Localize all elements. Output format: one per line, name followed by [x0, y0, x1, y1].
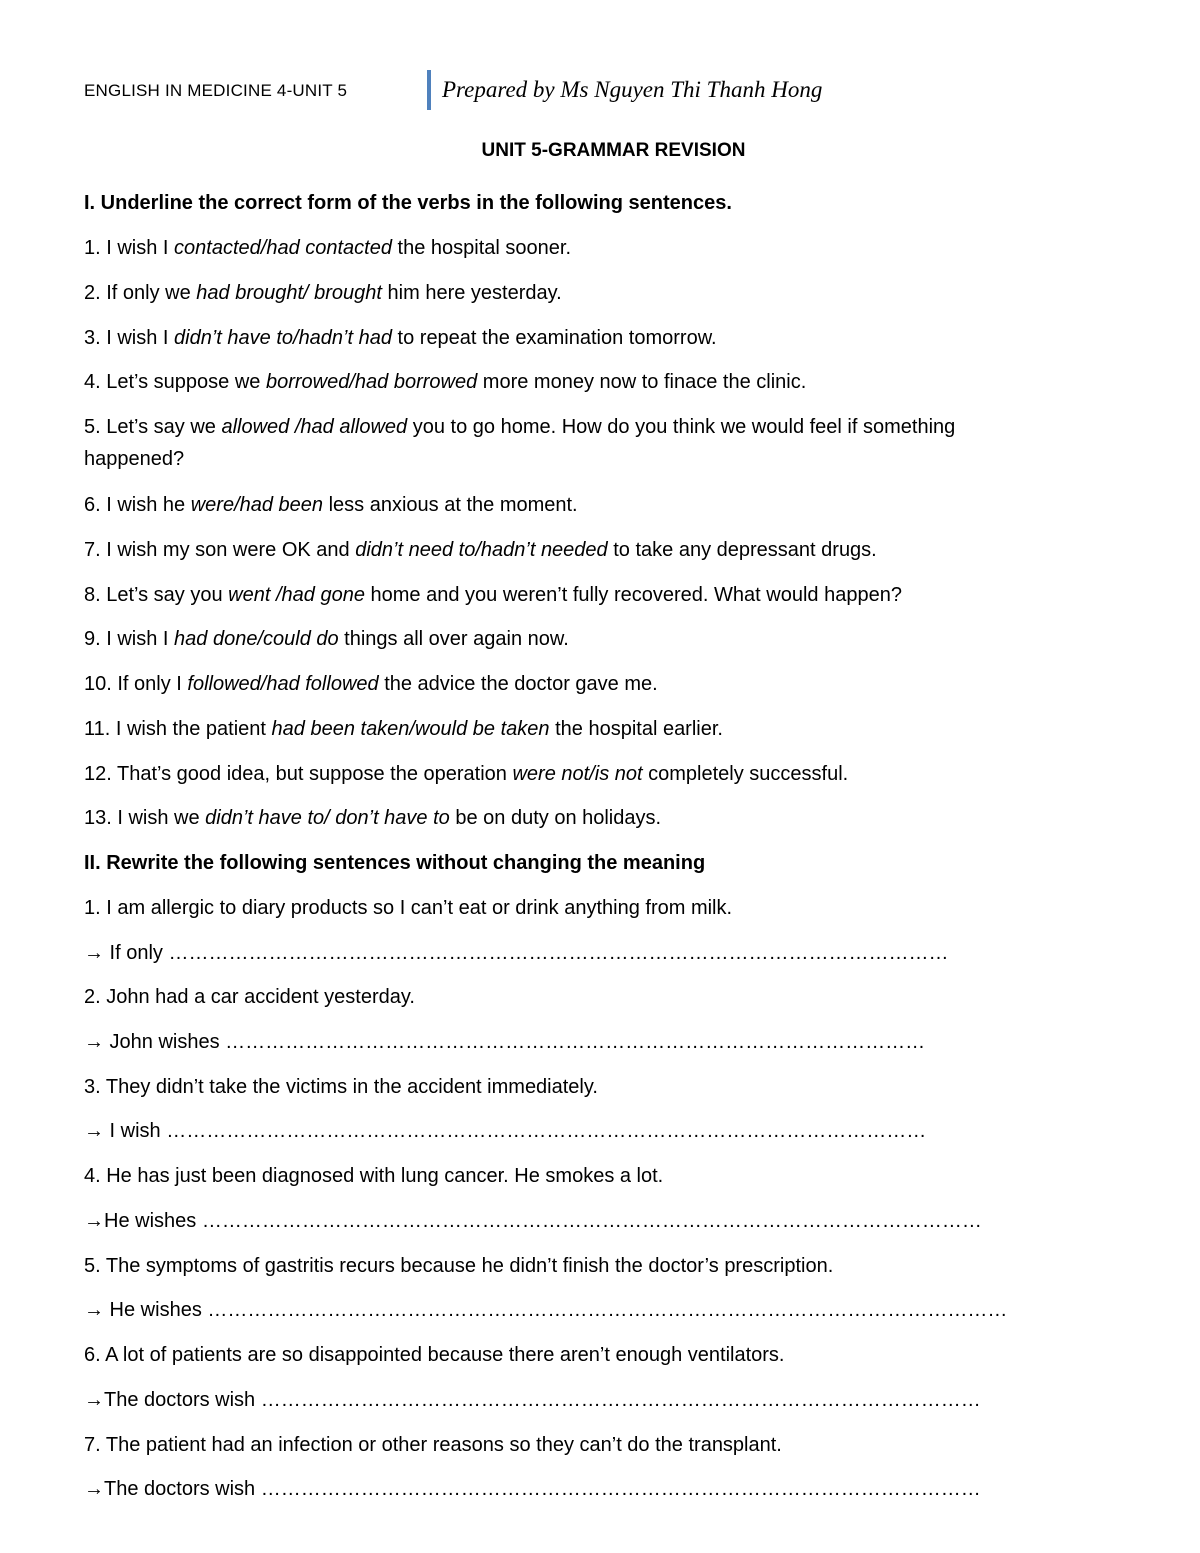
exercise-1-item	[84, 539, 877, 562]
exercise-1-item	[84, 718, 723, 741]
rewrite-sentence: 5. The symptoms of gastritis recurs because he didn’t finish the doctor’s prescription.	[84, 1255, 834, 1277]
item-verb-options: had brought/ brought	[196, 282, 382, 304]
exercise-1-item	[84, 237, 571, 260]
item-verb-options: allowed /had allowed	[221, 416, 408, 438]
rewrite-answer-line[interactable]: → He wishes …………………………………………………………………………………………………………	[84, 1299, 1008, 1321]
exercise-1-item	[84, 282, 562, 305]
item-verb-options: followed/had followed	[187, 673, 379, 695]
rewrite-sentence: 4. He has just been diagnosed with lung cancer. He smokes a lot.	[84, 1165, 664, 1187]
item-text-before: 10. If only I	[84, 673, 188, 695]
page-title: UNIT 5-GRAMMAR REVISION	[481, 140, 746, 161]
item-text-before: 3. I wish I	[84, 327, 175, 349]
rewrite-sentence: 1. I am allergic to diary products so I can’t eat or drink anything from milk.	[84, 897, 733, 919]
item-verb-options: were/had been	[190, 494, 324, 516]
exercise-1-item	[84, 628, 569, 651]
item-text-before: 13. I wish we	[84, 807, 206, 829]
item-text-after: be on duty on holidays.	[449, 807, 662, 829]
rewrite-sentence: 6. A lot of patients are so disappointed because there aren’t enough ventilators.	[84, 1344, 785, 1366]
item-text-after: more money now to finace the clinic.	[477, 371, 807, 393]
rewrite-answer-line[interactable]: →The doctors wish ………………………………………………………………………………………………	[84, 1478, 981, 1500]
item-verb-options: didn’t have to/hadn’t had	[174, 327, 392, 349]
item-verb-options: didn’t need to/hadn’t needed	[355, 539, 608, 561]
exercise-1-item	[84, 584, 902, 607]
item-text-after: completely successful.	[642, 763, 849, 785]
item-text-after: the hospital earlier.	[549, 718, 723, 740]
rewrite-answer-line[interactable]: →He wishes ………………………………………………………………………………………………………	[84, 1210, 982, 1232]
item-text-before: 1. I wish I	[84, 237, 175, 259]
item-text-after: things all over again now.	[338, 628, 569, 650]
item-verb-options: went /had gone	[228, 584, 365, 606]
exercise-1-item	[84, 494, 578, 517]
item-verb-options: contacted/had contacted	[174, 237, 392, 259]
item-text-before: 8. Let’s say you	[84, 584, 229, 606]
rewrite-answer-line[interactable]: → John wishes ……………………………………………………………………………………………	[84, 1031, 926, 1053]
item-text-before: 9. I wish I	[84, 628, 175, 650]
rewrite-sentence: 7. The patient had an infection or other reasons so they can’t do the transplant.	[84, 1434, 782, 1456]
exercise-1-item	[84, 411, 1044, 475]
item-text-after: home and you weren’t fully recovered. What would happen?	[364, 584, 902, 606]
header-author: Prepared by Ms Nguyen Thi Thanh Hong	[442, 77, 823, 102]
item-text-before: 4. Let’s suppose we	[84, 371, 266, 393]
item-text-before: 11. I wish the patient	[84, 718, 272, 740]
rewrite-answer-line[interactable]: → If only ………………………………………………………………………………………………………	[84, 942, 949, 964]
item-text-after: the hospital sooner.	[391, 237, 571, 259]
exercise-1-item	[84, 673, 658, 696]
rewrite-answer-line[interactable]: → I wish ……………………………………………………………………………………………………	[84, 1120, 927, 1142]
item-text-after: to take any depressant drugs.	[607, 539, 877, 561]
rewrite-sentence: 3. They didn’t take the victims in the accident immediately.	[84, 1076, 598, 1098]
item-text-before: 2. If only we	[84, 282, 197, 304]
item-text-before: 5. Let’s say we	[84, 416, 222, 438]
exercise-1-item	[84, 807, 661, 830]
item-text-after: him here yesterday.	[381, 282, 562, 304]
section-2-heading: II. Rewrite the following sentences without changing the meaning	[84, 852, 706, 874]
item-text-after: the advice the doctor gave me.	[378, 673, 658, 695]
exercise-1-item	[84, 763, 848, 786]
item-text-before: 6. I wish he	[84, 494, 191, 516]
item-verb-options: didn’t have to/ don’t have to	[205, 807, 450, 829]
item-text-after: you to go home. How do you think we would feel if something happened?	[84, 416, 956, 470]
item-text-after: to repeat the examination tomorrow.	[391, 327, 717, 349]
item-text-after: less anxious at the moment.	[323, 494, 578, 516]
rewrite-sentence: 2. John had a car accident yesterday.	[84, 986, 415, 1008]
exercise-1-item	[84, 327, 717, 350]
section-1-heading: I. Underline the correct form of the verbs in the following sentences.	[84, 192, 732, 214]
item-text-before: 12. That’s good idea, but suppose the operation	[84, 763, 513, 785]
item-text-before: 7. I wish my son were OK and	[84, 539, 356, 561]
rewrite-answer-line[interactable]: →The doctors wish ………………………………………………………………………………………………	[84, 1389, 981, 1411]
item-verb-options: had done/could do	[174, 628, 339, 650]
exercise-1-item	[84, 371, 806, 394]
item-verb-options: had been taken/would be taken	[271, 718, 550, 740]
item-verb-options: were not/is not	[512, 763, 643, 785]
header-course-title: ENGLISH IN MEDICINE 4-UNIT 5	[84, 81, 348, 100]
item-verb-options: borrowed/had borrowed	[265, 371, 478, 393]
header-divider	[427, 70, 431, 110]
